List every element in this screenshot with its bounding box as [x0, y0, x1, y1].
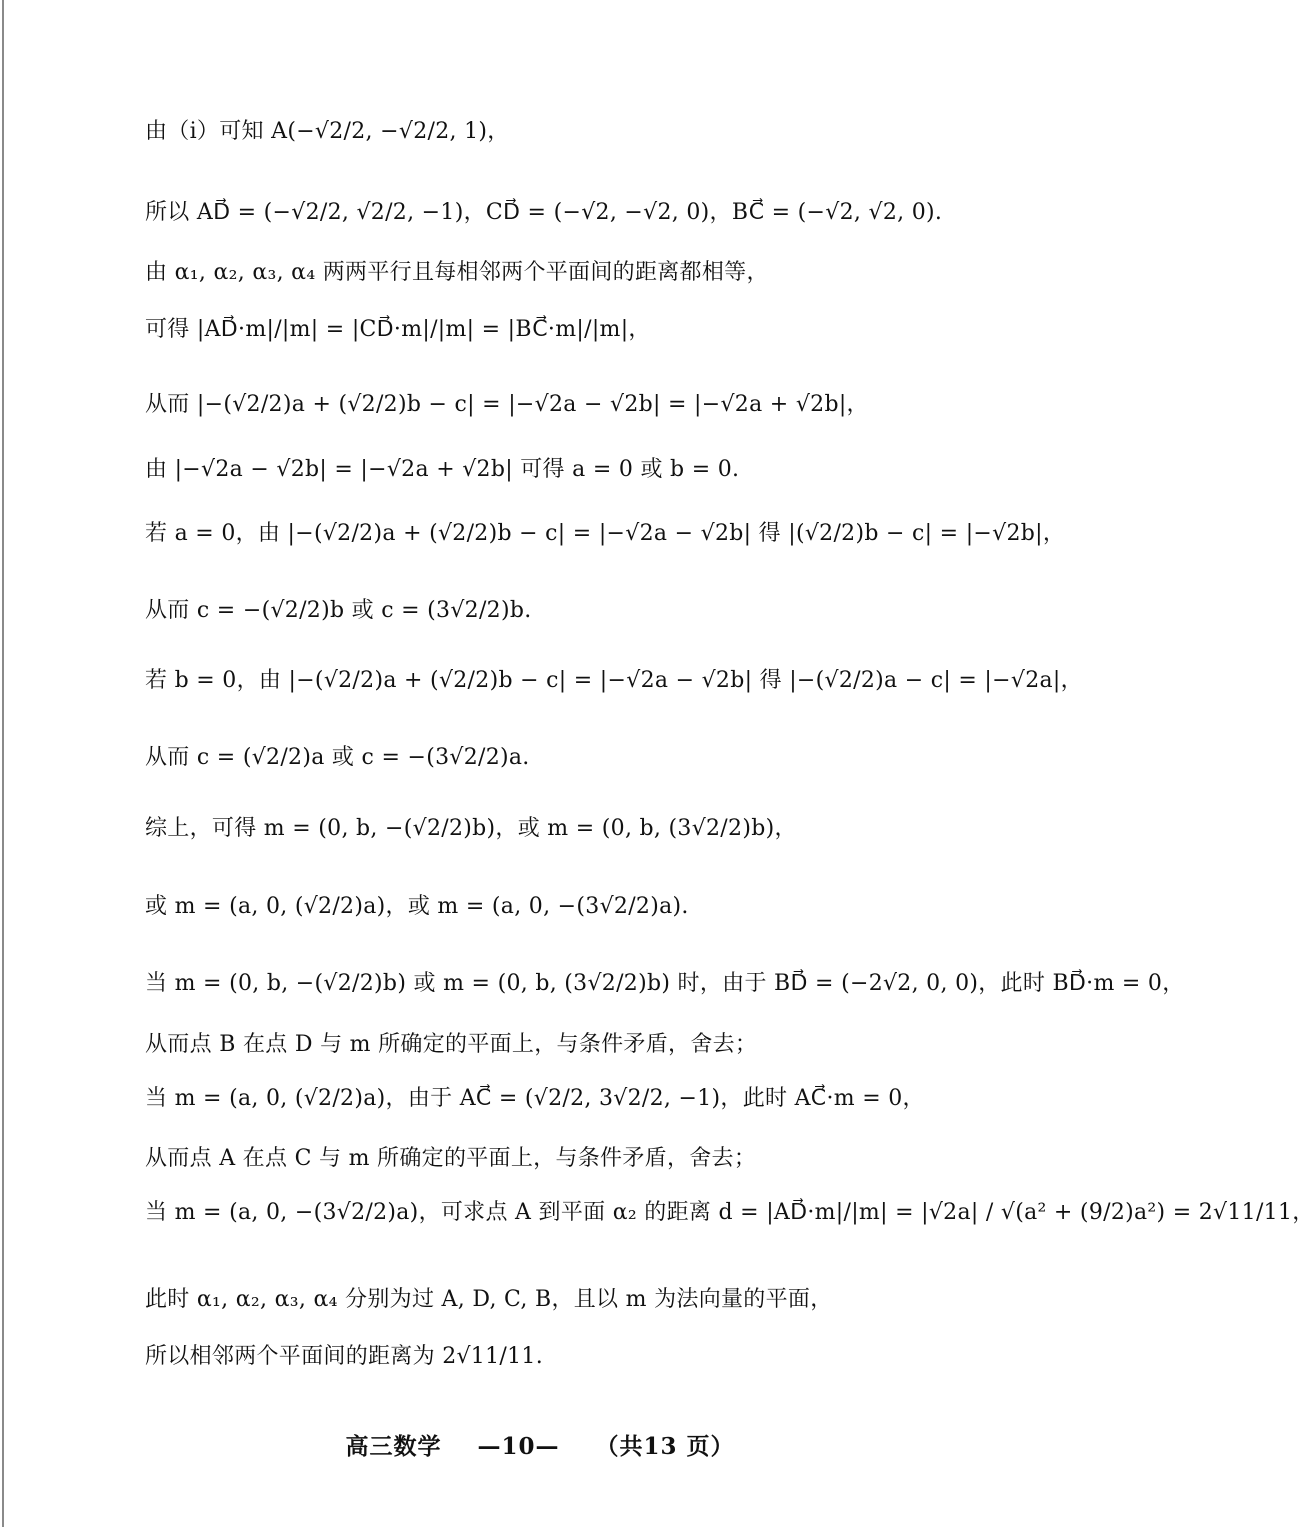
solution-line-16: 从而点 A 在点 C 与 m 所确定的平面上，与条件矛盾，舍去； [145, 1146, 757, 1171]
solution-line-3: 由 α₁, α₂, α₃, α₄ 两两平行且每相邻两个平面间的距离都相等， [145, 260, 769, 285]
solution-line-14: 从而点 B 在点 D 与 m 所确定的平面上，与条件矛盾，舍去； [145, 1032, 758, 1057]
solution-line-12: 或 m = (a, 0, (√2/2)a)，或 m = (a, 0, −(3√2/2)a). [145, 894, 689, 919]
solution-line-19: 所以相邻两个平面间的距离为 2√11/11. [145, 1344, 544, 1369]
solution-line-11: 综上，可得 m = (0, b, −(√2/2)b)，或 m = (0, b, (3√2/2)b)， [145, 816, 797, 841]
solution-line-6: 由 |−√2a − √2b| = |−√2a + √2b| 可得 a = 0 或 b = 0. [145, 457, 740, 482]
solution-line-18: 此时 α₁, α₂, α₃, α₄ 分别为过 A, D, C, B，且以 m 为法向量的平面， [145, 1287, 833, 1312]
page-left-border [2, 0, 4, 1527]
solution-line-9: 若 b = 0，由 |−(√2/2)a + (√2/2)b − c| = |−√2a − √2b| 得 |−(√2/2)a − c| = |−√2a|， [145, 668, 1083, 693]
solution-line-2: 所以 AD⃗ = (−√2/2, √2/2, −1)，CD⃗ = (−√2, −√2, 0)，BC⃗ = (−√2, √2, 0). [145, 200, 943, 225]
solution-line-10: 从而 c = (√2/2)a 或 c = −(3√2/2)a. [145, 745, 530, 770]
solution-line-17: 当 m = (a, 0, −(3√2/2)a)，可求点 A 到平面 α₂ 的距离 d = |AD⃗·m|/|m| = |√2a| / √(a² + (9/2)a²) = 2√11/11， [145, 1200, 1315, 1225]
solution-line-7: 若 a = 0，由 |−(√2/2)a + (√2/2)b − c| = |−√2a − √2b| 得 |(√2/2)b − c| = |−√2b|， [145, 521, 1066, 546]
solution-line-15: 当 m = (a, 0, (√2/2)a)，由于 AC⃗ = (√2/2, 3√2/2, −1)，此时 AC⃗·m = 0， [145, 1086, 925, 1111]
solution-line-5: 从而 |−(√2/2)a + (√2/2)b − c| = |−√2a − √2b| = |−√2a + √2b|， [145, 392, 869, 417]
solution-line-13: 当 m = (0, b, −(√2/2)b) 或 m = (0, b, (3√2/2)b) 时，由于 BD⃗ = (−2√2, 0, 0)，此时 BD⃗·m = 0， [145, 971, 1185, 996]
solution-line-1: 由（i）可知 A(−√2/2, −√2/2, 1)， [145, 119, 510, 144]
solution-line-4: 可得 |AD⃗·m|/|m| = |CD⃗·m|/|m| = |BC⃗·m|/|m|， [145, 317, 651, 342]
page-footer: 高三数学 —10— （共13 页） [345, 1433, 735, 1460]
solution-line-8: 从而 c = −(√2/2)b 或 c = (3√2/2)b. [145, 598, 532, 623]
